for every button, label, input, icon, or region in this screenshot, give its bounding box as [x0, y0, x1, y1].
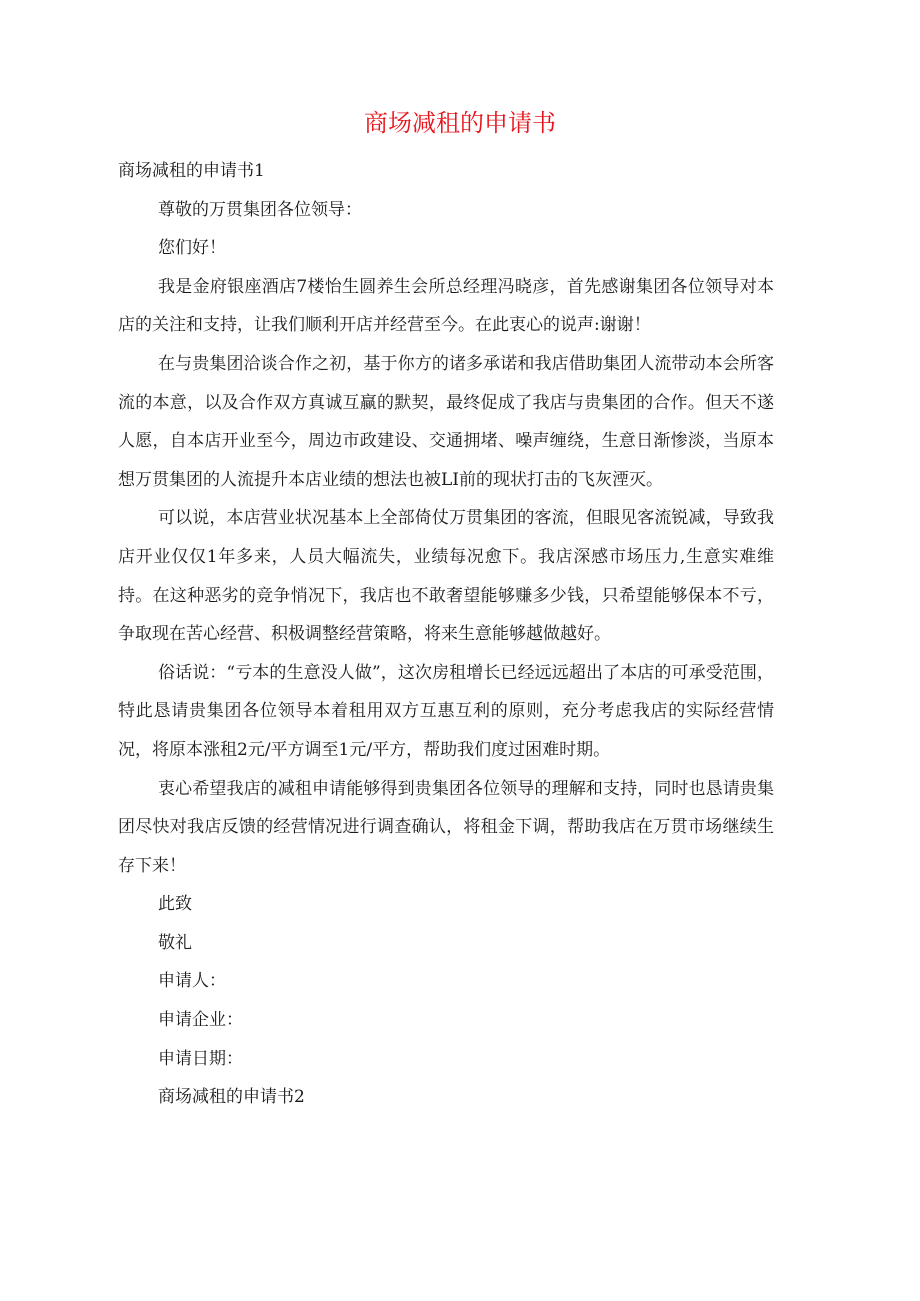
closing-cizhi: 此致 [158, 894, 192, 915]
section-heading-1: 商场减租的申请书1 [118, 161, 265, 181]
paragraph-2: 在与贵集团洽谈合作之初，基于你方的诸多承诺和我店借助集团人流带动本会所客流的本意，以及合作双方真诚互赢的默契，最终促成了我店与贵集团的合作。但天不遂人愿，自本店开业至今，周边市政建设、交通拥堵、噪声缠绕，生意日渐惨淡，当原本想万贯集团的人流提升本店业绩的想法也被LI前的现状打击的飞灰湮灭。 [118, 353, 774, 490]
greeting: 您们好！ [158, 238, 226, 259]
salutation: 尊敬的万贯集团各位领导： [158, 199, 362, 220]
paragraph-1: 我是金府银座酒店7楼怡生圆养生会所总经理冯晓彦，首先感谢集团各位领导对本店的关注和支持，让我们顺利开店并经营至今。在此衷心的说声:谢谢！ [118, 276, 774, 336]
document-body [118, 152, 774, 1117]
closing-jingli: 敬礼 [158, 932, 192, 953]
company-label: 申请企业： [158, 1010, 243, 1031]
document-title: 商场减租的申请书 [364, 109, 556, 137]
date-label: 申请日期： [158, 1048, 243, 1069]
paragraph-4: 俗话说：“亏本的生意没人做”，这次房租增长已经远远超出了本店的可承受范围，特此恳请贵集团各位领导本着租用双方互惠互利的原则，充分考虑我店的实际经营情况，将原本涨租2元/平方调至1元/平方，帮助我们度过困难时期。 [118, 662, 774, 760]
paragraph-5: 衷心希望我店的减租申请能够得到贵集团各位领导的理解和支持，同时也恳请贵集团尽快对我店反馈的经营情况进行调查确认，将租金下调，帮助我店在万贯市场继续生存下来！ [118, 778, 774, 876]
paragraph-3: 可以说，本店营业状况基本上全部倚仗万贯集团的客流，但眼见客流锐减，导致我店开业仅仅1年多来，人员大幅流失，业绩每况愈下。我店深感市场压力,生意实难维持。在这种恶劣的竞争悄况下，我店也不敢奢望能够赚多少钱，只希望能够保本不亏，争取现在苦心经营、积极调整经营策略，将来生意能够越做越好。 [118, 508, 774, 645]
section-heading-2: 商场减租的申请书2 [158, 1087, 305, 1108]
applicant-label: 申请人： [158, 971, 226, 992]
